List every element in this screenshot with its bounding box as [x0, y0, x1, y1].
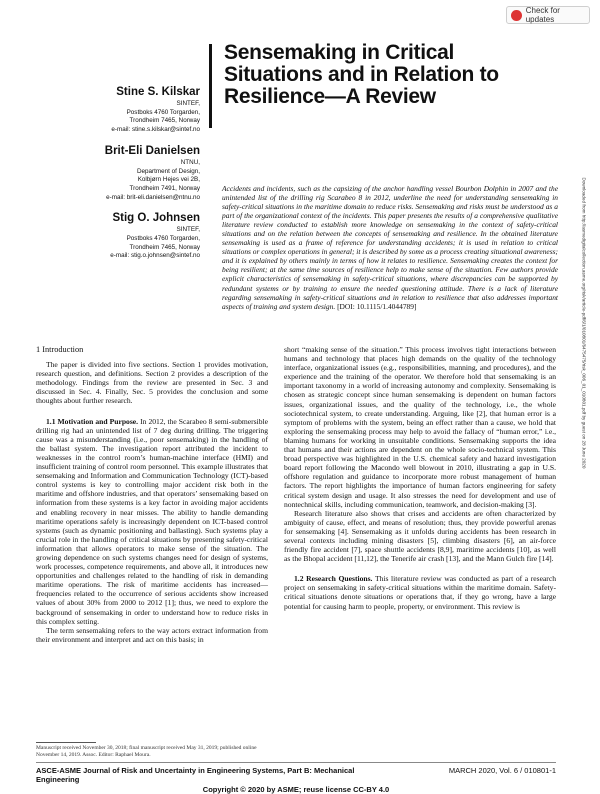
download-notice: Downloaded from http://asmedigitalcollection.asme.org/risk/article-pdf/6/1/010801/6475475/risk_006_01_010801.pdf by guest on 28 June 2020 [581, 177, 587, 469]
author-affiliation-line: NTNU, [180, 158, 200, 166]
author-affiliation-line: Postboks 4760 Torgarden, [126, 235, 200, 243]
author-affiliation-line: Postboks 4760 Torgarden, [126, 108, 200, 116]
body-column-left [36, 345, 268, 644]
author-affiliation-line: Trondheim 7465, Norway [129, 117, 200, 125]
author-affiliation-line: SINTEF, [176, 226, 200, 234]
author-affiliation-line: Department of Design, [137, 167, 200, 175]
paragraph-text: This literature review was conducted as part of a research project on sensemaking in safety-critical situations within the maritime domain. Safety-critical situations denote situations or operations that, if they go wrong, have a large potential for causing harm to people, property, or environment. This review is [284, 574, 557, 611]
updates-icon [511, 10, 522, 21]
download-sidebar [579, 177, 587, 600]
author-affiliation-line: SINTEF, [176, 100, 200, 107]
author-affiliation-line: Kolbjørn Hejes vei 2B, [137, 176, 200, 184]
section-heading: 1 Introduction [36, 345, 84, 354]
subsection-heading: 1.2 Research Questions. [294, 574, 373, 584]
title-rule [209, 44, 212, 128]
paragraph [36, 417, 268, 626]
page-number: MARCH 2020, Vol. 6 / 010801-1 [448, 766, 556, 775]
copyright: Copyright © 2020 by ASME; reuse license CC-BY 4.0 [202, 785, 390, 794]
author-name: Stine S. Kilskar [116, 86, 200, 98]
footer-rule [36, 762, 556, 763]
author-name: Stig O. Johnsen [112, 212, 200, 225]
paragraph [284, 574, 556, 610]
subsection-heading: 1.1 Motivation and Purpose. [46, 416, 139, 426]
author-1 [40, 86, 200, 135]
author-affiliation-line: Trondheim 7465, Norway [129, 243, 200, 251]
paragraph: The paper is divided into five sections. Section 1 provides motivation, research question, and definitions. Section 2 provides a description of the methodology. Findings from the review are presented in Sec. 3 and discussed in Sec. 4. Finally, Sec. 5 provides the conclusion and some thoughts about further research. [36, 360, 268, 406]
footnote: Manuscript received November 30, 2018; final manuscript received May 31, 2019; published online November 14, 2019. Assoc. Editor: Raphael Moura. [36, 745, 257, 758]
body-column-right [284, 345, 556, 611]
paragraph-text: In 2012, the Scarabeo 8 semi-submersible drilling rig had an unintended list of 7 deg during drilling. The triggering cause was a misunderstanding (i.e., poor sensemaking) in the handling of the ballast system. The investigation report attributed the incident to weaknesses in the control room’s human-machine interface (HMI) and insufficient training of control room personnel. This example illustrates that sensemaking and Information and Communication Technology (ICT)-based control systems is key to controlling major accident risk both in the maritime and offshore industries, and that operators’ sensemaking based on information from these systems is a key factor in avoiding major accidents and enabling recovery in near misses. The ability to handle demanding maritime operations safely is increasingly dependent on ICT-based control systems (such as dynamic positioning and ballasting). Such systems play a crucial role in the handling of critical situations by presenting safety-critical information that allows operators to make sense of the situation. The growing dependence on such systems changes need for design of systems, work processes, competence requirements, and above all, it introduces new opportunities and challenges related to the handling of risk in demanding maritime operations. The risk of maritime accidents has increased—frequencies related to the occurrence of serious accidents show increased values of about 30% from 2000 to 2012 [1]; thus, we need to explore the background of sensemaking in order to understand how to reduce risks in this complex setting. [36, 416, 269, 626]
author-2 [40, 145, 200, 203]
abstract [222, 184, 558, 311]
doi-link[interactable]: [DOI: 10.1115/1.4044789] [337, 301, 417, 311]
footnote-rule [36, 742, 96, 743]
paragraph: The term sensemaking refers to the way actors extract information from their environment and interpret and act on this basis; in [36, 625, 268, 644]
author-name: Brit-Eli Danielsen [104, 144, 200, 157]
paper-title: Sensemaking in Critical Situations and in Relation to Resilience—A Review [224, 41, 499, 108]
author-email[interactable]: e-mail: brit-eli.danielsen@ntnu.no [106, 193, 200, 201]
check-for-updates-label: Check for updates [525, 6, 560, 24]
author-affiliation-line: Trondheim 7491, Norway [129, 184, 200, 192]
abstract-text: Accidents and incidents, such as the capsizing of the anchor handling vessel Bourbon Dolphin in 2007 and the unintended list of the drilling rig Scarabeo 8 in 2012, underline the need for understanding sensemaking in safety-critical situations in the maritime domain to reduce risks. Sensemaking and risks must be understood as a part of the organizational context of the incidents. This paper presents the results of a comprehensive qualitative literature review conducted to establish more knowledge on sensemaking in the context of safety-critical situations and on the relation between the concepts of sensemaking and resilience. In the obtained literature sensemaking is used as a frame of reference for understanding accidents; it is used in relation to critical situations or complex operations in general; it is described by some as a process creating situational awareness; and it is explained by others mainly in terms of how it relates to resilience. Sensemaking creates the context for being resilient; at the same time sources of resilience help to make sense of the situation. Few authors provide explicit characteristics of sensemaking in safety-critical situations, where discrepancies can be supported by redundant systems or by training to ensure the needed questioning attitude. There is a lack of literature regarding sensemaking in safety-critical situations and in relation to resilience that also addresses important aspects of training and system design. [222, 184, 558, 311]
author-3 [40, 212, 200, 261]
check-for-updates-badge[interactable] [506, 6, 590, 24]
author-email[interactable]: e-mail: stine.s.kilskar@sintef.no [111, 126, 200, 134]
paragraph: Research literature also shows that crises and accidents are often characterized by ambiguity of cause, effect, and means of resolution; thus, they provide powerful arenas for sensemaking [4]. Sensemaking as it unfolds during accidents has been research in several contexts including mining disasters [5], climbing disasters [6], an air-force friendly fire accident [7], space shuttle accidents [8,9], maritime accidents [10], as well as the Bhopal accident [11,12], the Tenerife air crash [13], and the Mann Gulch fire [14]. [284, 508, 556, 564]
author-email[interactable]: e-mail: stig.o.johnsen@sintef.no [110, 252, 200, 260]
author-block [40, 86, 200, 271]
journal-name: ASCE-ASME Journal of Risk and Uncertainty in Engineering Systems, Part B: Mechanical Engineering [36, 766, 355, 784]
paragraph: short “making sense of the situation.” This process involves tight interactions between humans and technology that places high demands on the quality of the technology interface, organizational issues (e.g., responsibilities, manning, and procedures), and the experience and the training of the operator. We therefore hold that sensemaking is an important taxonomy in a world of increasing autonomy and complexity. Sensemaking is chosen as strategic concept since human sensemaking is dependent on human factors issues, organizational issues, and the quality of the technology, i.e., the whole sociotechnical system, to create understanding. Arguing, like [2], that human error is a symptom of problems with the system, being an effect rather than a cause, we hold that exploring the sensemaking process may help to avoid the fallacy of “human error,” i.e., blaming humans for working in unsuitable conditions. Sensemaking supports the idea that humans and their actions are dependent on the whole socio-technical system. This broad perspective was highlighted in the U.S. chemical safety and hazard investigation board report following the Macondo well blowout in 2010, illustrating a gap in U.S. offshore regulation and guidance to incorporate more robust management of human factors. The report highlights the importance of human factors engineering for safety critical system design and usage. It also stresses the need for development and use of nontechnical skills, including communication, teamwork, and decision-making [3]. [284, 345, 556, 509]
